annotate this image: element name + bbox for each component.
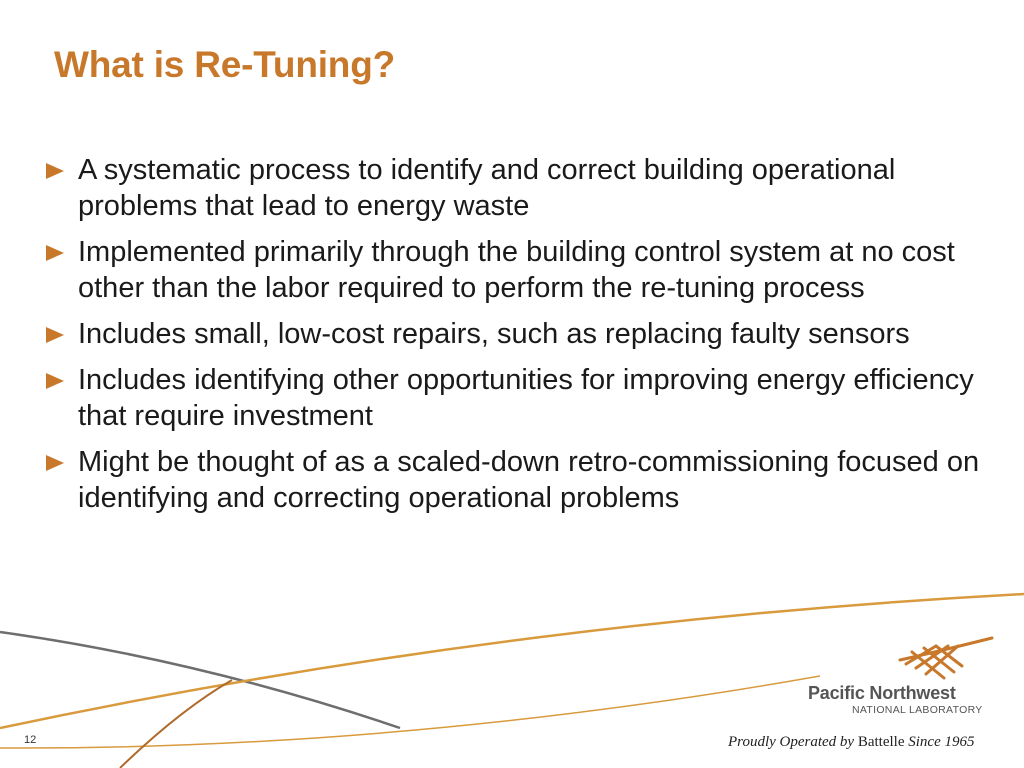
right-triangle-icon — [46, 327, 64, 343]
right-triangle-icon — [46, 455, 64, 471]
bullet-text: Includes identifying other opportunities for improving energy efficiency that require investment — [78, 364, 974, 432]
bullet-text: Might be thought of as a scaled-down retro-commissioning focused on identifying and correcting operational problems — [78, 446, 980, 514]
bullet-item — [44, 234, 1004, 306]
bullet-item — [44, 362, 1004, 434]
logo-subtitle: NATIONAL LABORATORY — [852, 704, 983, 716]
bullet-text: Implemented primarily through the building control system at no cost other than the labor required to perform the re-tuning process — [78, 236, 955, 304]
tagline-suffix: Since 1965 — [904, 734, 975, 750]
pnnl-logo-mark-icon — [896, 634, 996, 686]
bullet-item — [44, 444, 1004, 516]
page-number: 12 — [24, 734, 37, 746]
right-triangle-icon — [46, 163, 64, 179]
gold-swoosh-line-lower — [0, 676, 820, 748]
bullet-text: A systematic process to identify and correct building operational problems that lead to energy waste — [78, 154, 896, 222]
bullet-item — [44, 316, 1004, 352]
right-triangle-icon — [46, 245, 64, 261]
bullet-text: Includes small, low-cost repairs, such as replacing faulty sensors — [78, 318, 910, 350]
logo-name: Pacific Northwest — [808, 683, 956, 703]
bullet-item — [44, 152, 1004, 224]
footer-tagline — [728, 734, 974, 751]
tagline-prefix: Proudly Operated by — [728, 734, 858, 750]
slide-title: What is Re-Tuning? — [54, 44, 395, 85]
tagline-brand: Battelle — [857, 734, 905, 750]
bullet-list — [44, 152, 1004, 526]
right-triangle-icon — [46, 373, 64, 389]
gray-swoosh-line — [0, 632, 400, 728]
